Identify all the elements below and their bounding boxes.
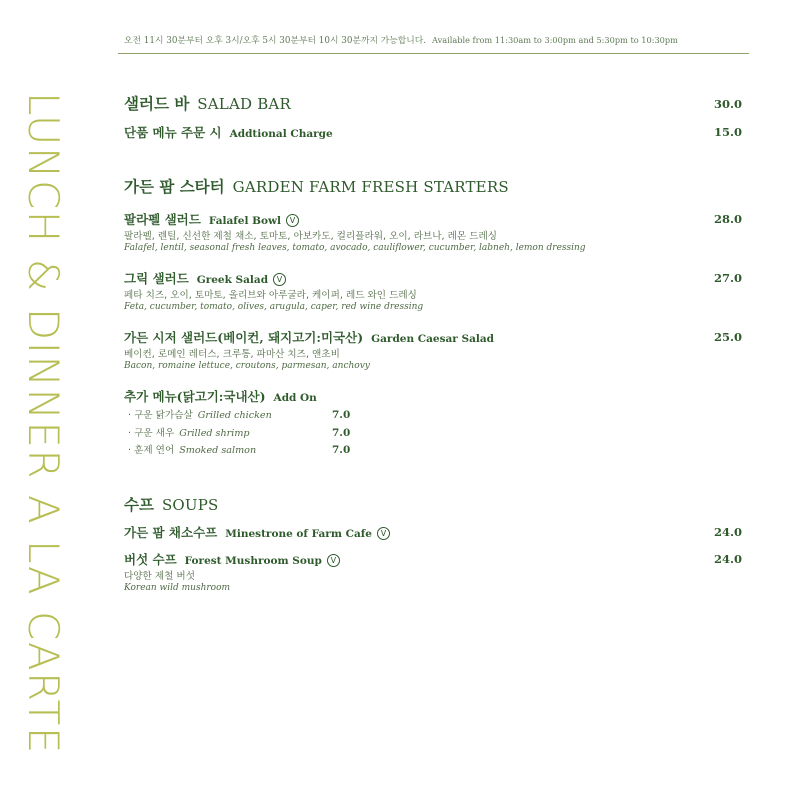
item-name-ko: 버섯 수프 — [124, 552, 177, 567]
section-salad-bar — [124, 92, 742, 114]
item-name-ko: 가든 팜 채소수프 — [124, 525, 218, 540]
price: 24.0 — [713, 525, 742, 539]
item-name-ko: 그릭 샐러드 — [124, 271, 189, 286]
item-name-en: Greek Salad — [196, 274, 269, 286]
vegetarian-icon: V — [286, 214, 299, 227]
addon-name-ko: · 훈제 연어 — [128, 445, 175, 456]
menu-item-minestrone — [124, 523, 742, 541]
addon-title-ko: 추가 메뉴(닭고기:국내산) — [124, 389, 266, 404]
section-title-en: GARDEN FARM FRESH STARTERS — [232, 178, 509, 196]
item-name-ko: 팔라펠 샐러드 — [124, 212, 201, 227]
item-name-en: Falafel Bowl — [208, 215, 282, 227]
item-desc-en: Falafel, lentil, seasonal fresh leaves, tomato, avocado, cauliflower, cucumber, labneh, lemon dressing — [124, 243, 586, 253]
section-starters — [124, 175, 742, 197]
item-desc-ko: 팔라펠, 렌틸, 신선한 제철 채소, 토마토, 아보카도, 컬리플라워, 오이, 라브나, 레몬 드레싱 — [124, 231, 498, 242]
addon-item — [128, 407, 742, 425]
item-name-ko: 가든 시저 샐러드(베이컨, 돼지고기:미국산) — [124, 330, 364, 345]
addon-name-en: Grilled shrimp — [179, 427, 250, 439]
addon-name-en: Smoked salmon — [179, 445, 257, 456]
menu-item-falafel-bowl — [124, 210, 742, 257]
section-title-en: SOUPS — [161, 496, 219, 514]
addon-name-en: Grilled chicken — [197, 410, 272, 421]
item-desc-en: Korean wild mushroom — [124, 583, 231, 593]
price: 24.0 — [713, 552, 742, 566]
hours-ko: 오전 11시 30분부터 오후 3시/오후 5시 30분부터 10시 30분까지 가능합니다. — [124, 36, 427, 46]
addon-title-en: Add On — [273, 392, 317, 404]
section-title-en: SALAD BAR — [197, 95, 291, 113]
item-desc-ko: 다양한 제철 버섯 — [124, 571, 195, 582]
vegetarian-icon: V — [377, 527, 390, 540]
hours-notice — [124, 33, 764, 46]
item-desc-ko: 페타 치즈, 오이, 토마토, 올리브와 아루굴라, 케이퍼, 레드 와인 드레싱 — [124, 290, 417, 301]
item-desc-ko: 베이컨, 로메인 레터스, 크루통, 파마산 치즈, 앤초비 — [124, 349, 340, 360]
menu-item-garden-caesar-salad — [124, 328, 742, 375]
item-name-ko: 단품 메뉴 주문 시 — [124, 125, 222, 140]
section-title-ko: 샐러드 바 — [124, 94, 190, 113]
price: 30.0 — [713, 97, 742, 111]
item-name-en: Forest Mushroom Soup — [184, 555, 322, 567]
menu-item-additional-charge — [124, 123, 742, 141]
menu-item-forest-mushroom-soup — [124, 550, 742, 597]
price: 15.0 — [713, 125, 742, 139]
addon-name-ko: · 구운 닭가슴살 — [128, 410, 193, 421]
vegetarian-icon: V — [327, 554, 340, 567]
section-title-ko: 수프 — [124, 495, 154, 514]
price: 28.0 — [713, 212, 742, 226]
price: 7.0 — [332, 409, 351, 421]
hours-en: Available from 11:30am to 3:00pm and 5:30pm to 10:30pm — [432, 35, 678, 45]
section-soups — [124, 493, 742, 515]
item-name-en: Addtional Charge — [229, 128, 333, 140]
addon-item — [128, 442, 742, 460]
addon-group — [124, 387, 742, 460]
vegetarian-icon: V — [273, 273, 286, 286]
section-title-ko: 가든 팜 스타터 — [124, 177, 225, 196]
side-title: LUNCH & DINNER A LA CARTE — [19, 92, 68, 755]
item-name-en: Garden Caesar Salad — [371, 333, 495, 345]
menu-item-greek-salad — [124, 269, 742, 316]
addon-name-ko: · 구운 새우 — [128, 427, 175, 439]
item-name-en: Minestrone of Farm Cafe — [225, 528, 372, 540]
price: 27.0 — [713, 271, 742, 285]
price: 7.0 — [332, 444, 351, 456]
addon-item — [128, 425, 742, 443]
price: 25.0 — [713, 330, 742, 344]
item-desc-en: Feta, cucumber, tomato, olives, arugula, caper, red wine dressing — [124, 302, 424, 312]
price: 7.0 — [332, 426, 351, 439]
header-divider — [118, 53, 749, 54]
item-desc-en: Bacon, romaine lettuce, croutons, parmesan, anchovy — [124, 361, 370, 371]
